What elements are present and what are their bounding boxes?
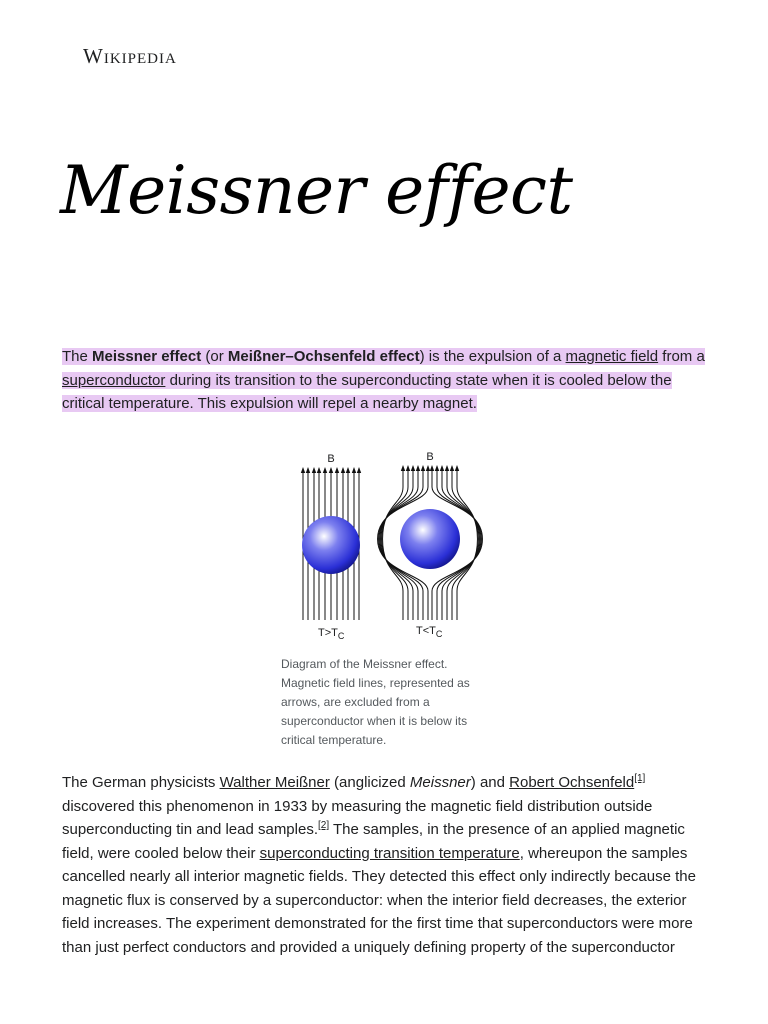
field-arrowhead xyxy=(445,465,449,471)
field-arrowhead xyxy=(435,465,439,471)
lead-paragraph xyxy=(62,345,712,416)
lead-text: (or xyxy=(201,348,228,365)
sphere-normal-state xyxy=(302,516,360,574)
field-arrowhead xyxy=(317,467,321,473)
link-walther-meissner[interactable]: Walther Meißner xyxy=(219,774,330,791)
field-arrowhead xyxy=(301,467,305,473)
body-italic-text: Meissner xyxy=(409,774,471,791)
lead-text: ) is the expulsion of a xyxy=(419,348,566,365)
link-superconducting-transition-temperature[interactable]: superconducting transition temperature xyxy=(259,844,520,862)
lead-text: from a xyxy=(658,348,705,365)
field-arrowhead xyxy=(416,465,420,471)
body-text: The German physicists xyxy=(62,774,220,791)
field-arrowhead xyxy=(401,465,405,471)
body-text: The samples, in the presence of an applied magnetic field, were cooled below their xyxy=(62,821,685,862)
body-text: ) and xyxy=(470,774,510,791)
field-arrowhead xyxy=(335,467,339,473)
field-arrowhead xyxy=(346,467,350,473)
field-arrowhead xyxy=(341,467,345,473)
left-field-label: B xyxy=(327,453,335,465)
field-arrowhead xyxy=(440,465,444,471)
lead-bold-term: Meissner effect xyxy=(92,348,202,365)
right-field-label: B xyxy=(426,451,434,463)
field-line xyxy=(383,468,403,620)
body-text: (anglicized xyxy=(329,774,410,791)
field-arrowhead xyxy=(352,467,356,473)
right-temperature-label: $T<T_C$ xyxy=(416,625,443,639)
lead-text: The xyxy=(62,348,93,365)
link-superconductor[interactable]: superconductor xyxy=(62,371,166,389)
wikipedia-logo[interactable]: Wikipedia xyxy=(83,44,177,68)
field-arrowhead xyxy=(306,467,310,473)
field-arrowhead xyxy=(450,465,454,471)
reference-2[interactable]: [2] xyxy=(318,820,330,831)
field-line xyxy=(457,468,477,620)
body-text: , whereupon the samples cancelled nearly all interior magnetic fields. They detected this effect only indirectly because the magnetic flux is conserved by a superconductor: when the interior field decreases, the exterior field increases. The experiment demonstrated for the first time that superconductors were more than just perfect conductors and provided a uniquely defining property of the superconductor xyxy=(62,844,696,956)
sphere-superconducting-state xyxy=(400,509,460,569)
field-arrowhead xyxy=(411,465,415,471)
field-arrowhead xyxy=(406,465,410,471)
field-arrowhead xyxy=(421,465,425,471)
field-arrowhead xyxy=(426,465,430,471)
lead-text: during its transition to the superconducting state when it is cooled below the critical temperature. This expulsion will repel a nearby magnet. xyxy=(62,371,672,412)
left-temperature-label: $T>T_C$ xyxy=(318,627,345,641)
figure-caption: Diagram of the Meissner effect. Magnetic field lines, represented as arrows, are excluded from a superconductor when it is below its critical temperature. xyxy=(281,657,470,747)
field-arrowhead xyxy=(430,465,434,471)
field-arrowhead xyxy=(312,467,316,473)
field-arrowhead xyxy=(329,467,333,473)
field-arrowhead xyxy=(323,467,327,473)
meissner-diagram xyxy=(281,440,491,645)
page-title: Meissner effect xyxy=(60,152,573,229)
body-text: discovered this phenomenon in 1933 by measuring the magnetic field distribution outside superconducting tin and lead samples. xyxy=(62,797,653,838)
field-arrowhead xyxy=(455,465,459,471)
field-arrowhead xyxy=(357,467,361,473)
meissner-diagram-figure[interactable] xyxy=(281,440,491,645)
link-robert-ochsenfeld[interactable]: Robert Ochsenfeld xyxy=(509,774,635,791)
reference-1[interactable]: [1] xyxy=(634,773,646,784)
history-paragraph xyxy=(62,771,712,959)
link-magnetic-field[interactable]: magnetic field xyxy=(565,348,659,365)
lead-bold-alt-term: Meißner–Ochsenfeld effect xyxy=(227,348,420,365)
